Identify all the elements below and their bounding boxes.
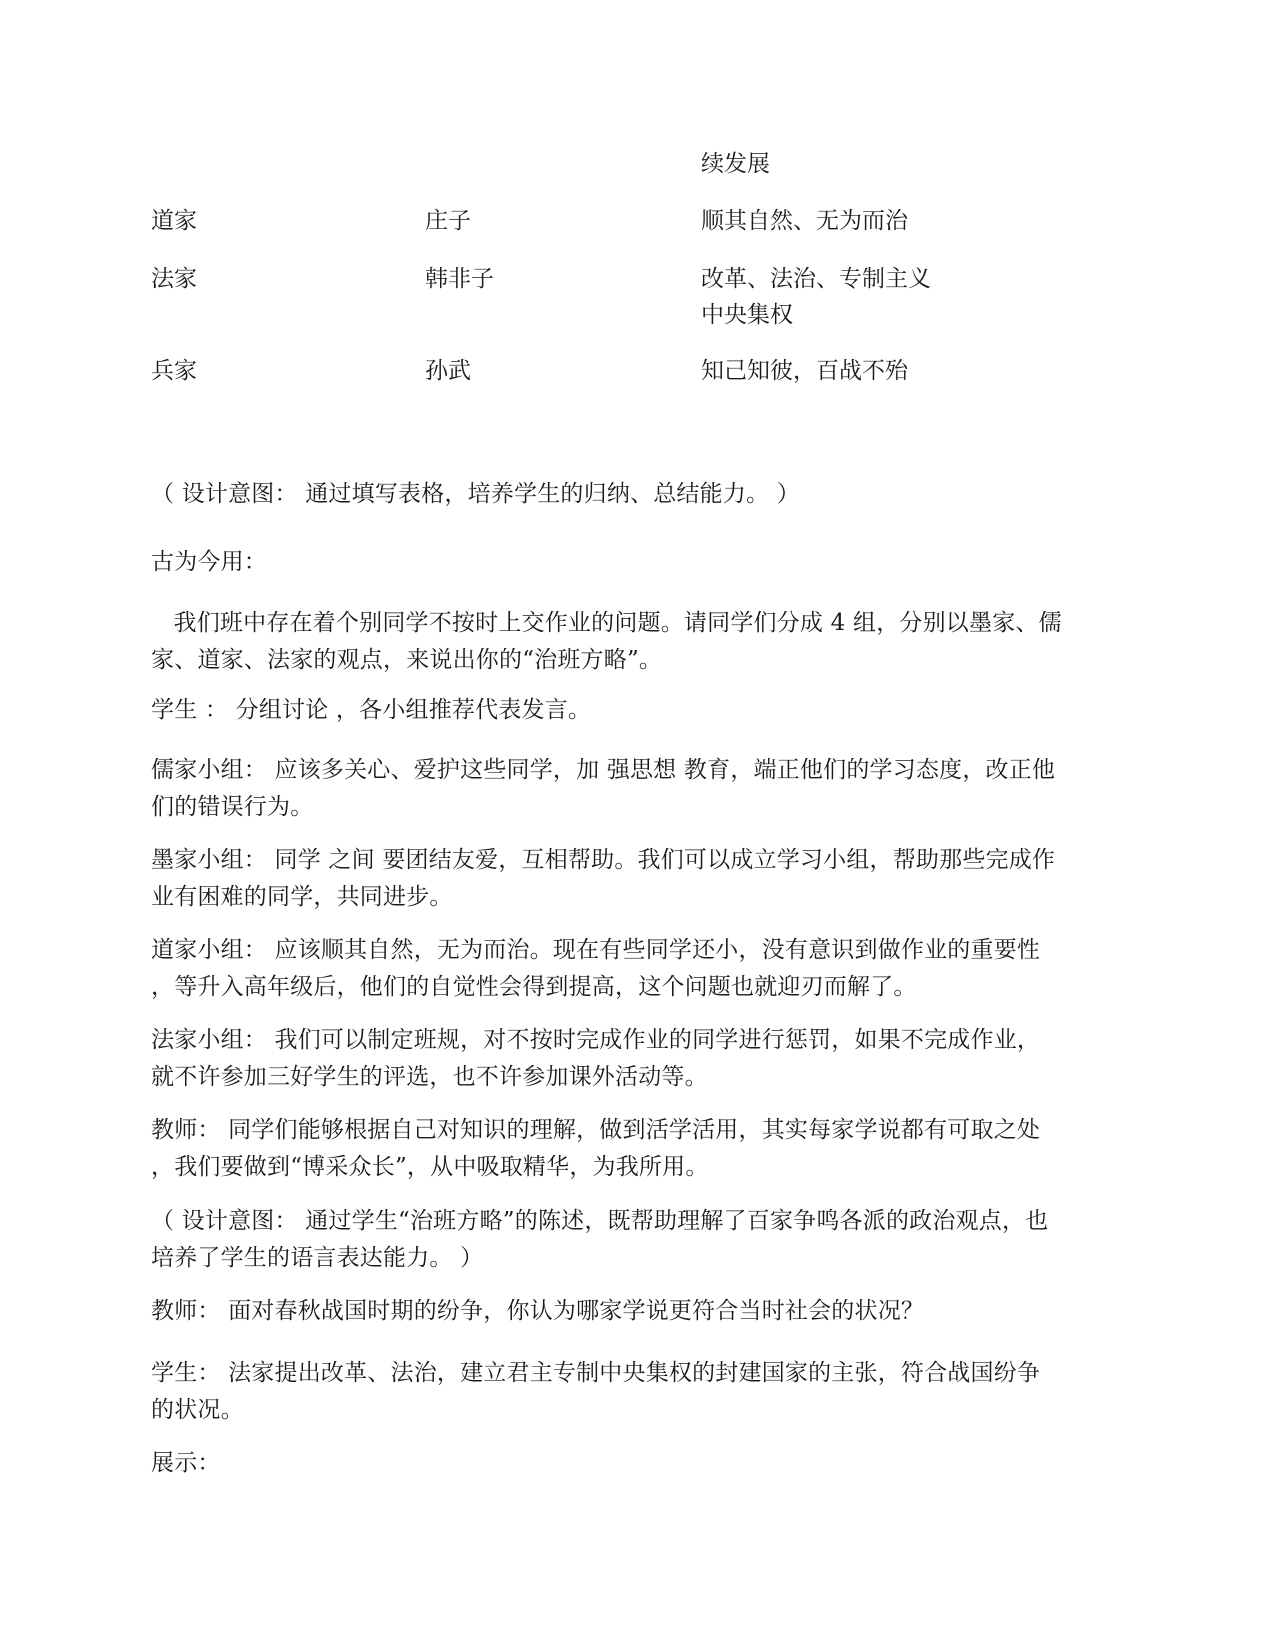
table-continuation-text: 续发展 xyxy=(701,151,770,177)
text-line: （ 设计意图： 通过填写表格，培养学生的归纳、总结能力。 ） xyxy=(151,481,800,507)
text-line: 教师： 面对春秋战国时期的纷争，你认为哪家学说更符合当时社会的状况？ xyxy=(151,1298,925,1324)
section-heading xyxy=(151,1445,1126,1482)
text-line: ，等升入高年级后，他们的自觉性会得到提高，这个问题也就迎刃而解了。 xyxy=(151,974,917,1000)
design-intent-note xyxy=(151,1203,1126,1277)
school-name: 道家 xyxy=(151,208,197,234)
text-line: 学生： 法家提出改革、法治，建立君主专制中央集权的封建国家的主张，符合战国纷争 xyxy=(151,1360,1041,1386)
text-line: （ 设计意图： 通过学生“治班方略”的陈述，既帮助理解了百家争鸣各派的政治观点，也 xyxy=(151,1208,1049,1234)
text-line: 古为今用： xyxy=(151,549,267,575)
text-line: 们的错误行为。 xyxy=(151,794,314,820)
text-line: 培养了学生的语言表达能力。 ） xyxy=(151,1245,484,1271)
text-line: 就不许参加三好学生的评选，也不许参加课外活动等。 xyxy=(151,1064,708,1090)
body-paragraph xyxy=(151,605,1126,679)
section-heading xyxy=(151,544,1126,581)
text-line: 展示： xyxy=(151,1450,221,1476)
text-line: 家、道家、法家的观点，来说出你的“治班方略”。 xyxy=(151,647,663,673)
body-paragraph xyxy=(151,752,1126,826)
text-line: 教师： 同学们能够根据自己对知识的理解，做到活学活用，其实每家学说都有可取之处 xyxy=(151,1117,1041,1143)
body-paragraph xyxy=(151,1355,1126,1429)
body-paragraph xyxy=(151,692,1126,729)
body-paragraph xyxy=(151,1022,1126,1096)
school-name: 法家 xyxy=(151,266,197,292)
body-paragraph xyxy=(151,932,1126,1006)
text-line: 道家小组： 应该顺其自然，无为而治。现在有些同学还小，没有意识到做作业的重要性 xyxy=(151,937,1041,963)
representative-person: 韩非子 xyxy=(425,266,494,292)
design-intent-note xyxy=(151,476,1126,513)
text-line: 我们班中存在着个别同学不按时上交作业的问题。请同学们分成 4 组，分别以墨家、儒 xyxy=(151,610,1062,636)
text-line: 业有困难的同学，共同进步。 xyxy=(151,884,453,910)
body-paragraph xyxy=(151,842,1126,916)
main-idea-line: 中央集权 xyxy=(701,302,793,328)
school-name: 兵家 xyxy=(151,358,197,384)
representative-person: 庄子 xyxy=(425,208,471,234)
text-line: 墨家小组： 同学 之间 要团结友爱，互相帮助。我们可以成立学习小组，帮助那些完成作 xyxy=(151,847,1056,873)
text-line: ，我们要做到“博采众长”，从中吸取精华，为我所用。 xyxy=(151,1154,709,1180)
main-idea-line: 顺其自然、无为而治 xyxy=(701,208,908,234)
text-line: 的状况。 xyxy=(151,1397,244,1423)
main-idea-line: 知己知彼，百战不殆 xyxy=(701,358,908,384)
text-line: 学生 ： 分组讨论 ，各小组推荐代表发言。 xyxy=(151,697,592,723)
text-line: 法家小组： 我们可以制定班规，对不按时完成作业的同学进行惩罚，如果不完成作业， xyxy=(151,1027,1041,1053)
text-line: 儒家小组： 应该多关心、爱护这些同学，加 强思想 教育，端正他们的学习态度，改正他 xyxy=(151,757,1056,783)
body-paragraph xyxy=(151,1293,1126,1330)
main-idea-line: 改革、法治、专制主义 xyxy=(701,266,931,292)
representative-person: 孙武 xyxy=(425,358,471,384)
body-paragraph xyxy=(151,1112,1126,1186)
